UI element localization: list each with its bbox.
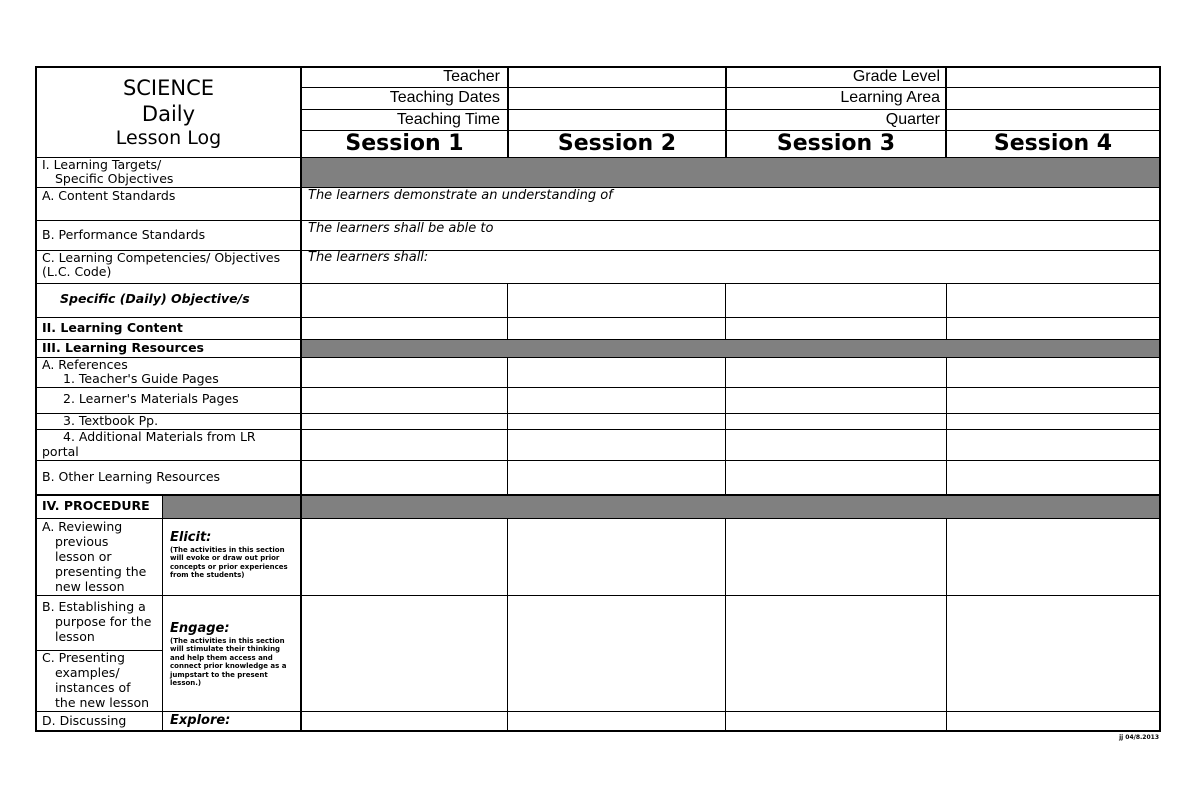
teacher-field[interactable] (509, 68, 724, 87)
content-standards-label: A. Content Standards (42, 188, 176, 203)
specific-daily-objectives-label: Specific (Daily) Objective/s (60, 291, 250, 306)
vline-label-col (300, 66, 302, 732)
references-label: A. References (42, 357, 128, 372)
title-science: SCIENCE (122, 76, 215, 100)
engage-note: (The activities in this section will stimulate their thinking and help them access and connect prior knowledge as a jumpstart to the present lesson.) (170, 637, 287, 687)
shaded-band-resources (302, 340, 1159, 357)
presenting-label-1: C. Presenting (42, 650, 125, 665)
border-left (35, 66, 37, 732)
teaching-time-field[interactable] (509, 110, 724, 130)
vline-s2a (725, 283, 726, 340)
learning-content-label: II. Learning Content (42, 320, 183, 335)
additional-materials-label: 4. Additional Materials from LR (63, 429, 256, 444)
vline-s1a (507, 283, 508, 340)
hline-220 (35, 220, 1161, 221)
specific-objectives-label: Specific Objectives (55, 171, 174, 186)
vline-s3c (946, 518, 947, 731)
session-3-header: Session 3 (776, 131, 896, 156)
session-2-header: Session 2 (557, 131, 677, 156)
shaded-band-procedure (302, 495, 1159, 518)
vline-s1c (507, 518, 508, 731)
teacher-label: Teacher (443, 68, 500, 85)
footer-code: jj 04/8.2013 (1119, 734, 1159, 741)
learning-targets-label: I. Learning Targets/ (42, 157, 162, 172)
hline-387 (35, 387, 1161, 388)
competencies-label: C. Learning Competencies/ Objectives (42, 250, 281, 265)
purpose-label-3: lesson (55, 629, 95, 644)
hline-283 (35, 283, 1161, 284)
shaded-band-procedure-label (163, 495, 301, 518)
quarter-label: Quarter (885, 111, 940, 128)
vline-s3a (946, 283, 947, 340)
lm-pages-label: 2. Learner's Materials Pages (63, 391, 239, 406)
hline-413 (35, 413, 1161, 414)
textbook-label: 3. Textbook Pp. (63, 413, 159, 428)
border-bottom (35, 730, 1161, 732)
presenting-label-2: examples/ (55, 665, 120, 680)
performance-standards-text: The learners shall be able to (308, 221, 494, 236)
portal-label: portal (42, 444, 79, 459)
review-label-2: previous (55, 534, 109, 549)
lc-code-label: (L.C. Code) (42, 264, 112, 279)
other-resources-label: B. Other Learning Resources (42, 469, 221, 484)
review-label-3: lesson or (55, 549, 112, 564)
hline-460 (35, 460, 1161, 461)
performance-standards-label: B. Performance Standards (42, 227, 206, 242)
hline-595 (35, 595, 1161, 596)
hline-494 (35, 494, 1161, 496)
elicit-label: Elicit: (170, 530, 212, 545)
border-right (1159, 66, 1161, 732)
learning-area-field[interactable] (947, 88, 1158, 108)
vline-s2b (725, 357, 726, 495)
tg-pages-label: 1. Teacher's Guide Pages (63, 371, 219, 386)
hline-157 (35, 157, 1161, 158)
hline-711 (35, 711, 1161, 712)
hline-357 (35, 357, 1161, 358)
presenting-label-3: instances of (55, 680, 131, 695)
hline-518 (35, 518, 1161, 519)
vline-s3b (946, 357, 947, 495)
review-label-4: presenting the (55, 564, 147, 579)
learning-area-label: Learning Area (840, 89, 940, 106)
procedure-label: IV. PROCEDURE (42, 498, 150, 513)
title-daily: Daily (141, 102, 196, 126)
presenting-label-4: the new lesson (55, 695, 150, 710)
purpose-label-2: purpose for the (55, 614, 152, 629)
competencies-text: The learners shall: (308, 250, 429, 265)
teaching-dates-field[interactable] (509, 88, 724, 108)
title-lesson-log: Lesson Log (115, 127, 222, 149)
grade-level-label: Grade Level (852, 68, 940, 85)
review-label-5: new lesson (55, 579, 125, 594)
vline-s1b (507, 357, 508, 495)
review-label-1: A. Reviewing (42, 519, 123, 534)
explore-label: Explore: (170, 713, 231, 728)
vline-procedure-inner (162, 495, 163, 731)
engage-label: Engage: (170, 621, 230, 636)
content-standards-text: The learners demonstrate an understanding of (308, 188, 613, 203)
session-1-header: Session 1 (345, 131, 464, 156)
session-4-header: Session 4 (993, 131, 1113, 156)
hline-317 (35, 317, 1161, 318)
elicit-note: (The activities in this section will evoke or draw out prior concepts or prior experiences from the students) (170, 546, 288, 580)
teaching-dates-label: Teaching Dates (389, 89, 500, 106)
shaded-band-targets (302, 158, 1159, 187)
purpose-label-1: B. Establishing a (42, 599, 146, 614)
teaching-time-label: Teaching Time (396, 111, 500, 128)
discussing-label: D. Discussing (42, 713, 127, 728)
quarter-field[interactable] (947, 110, 1158, 130)
grade-level-field[interactable] (947, 68, 1158, 87)
learning-resources-label: III. Learning Resources (42, 340, 204, 355)
vline-s2c (725, 518, 726, 731)
